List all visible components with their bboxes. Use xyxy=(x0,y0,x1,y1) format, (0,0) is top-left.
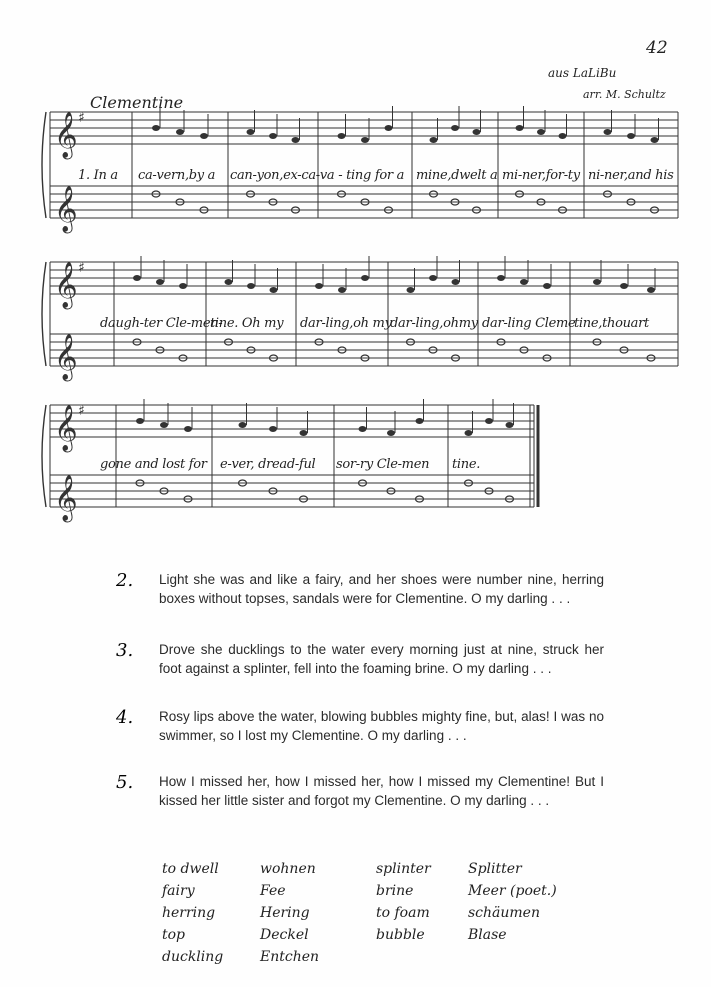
vocab-term: bubble xyxy=(376,927,425,943)
verse-3 xyxy=(116,640,616,700)
notehead xyxy=(430,137,438,143)
sharp-icon: ♯ xyxy=(78,110,85,126)
treble-clef-icon: 𝄞 xyxy=(54,334,78,380)
notehead xyxy=(543,283,551,289)
lyric-syllable: can-yon,ex-ca-va - ting for a xyxy=(230,168,405,183)
vocab-english-left xyxy=(162,858,223,968)
verse-number: 4. xyxy=(116,707,134,728)
notehead xyxy=(184,426,192,432)
notehead xyxy=(604,129,612,135)
sharp-icon: ♯ xyxy=(78,260,85,276)
notehead xyxy=(315,283,323,289)
brace-icon xyxy=(42,262,46,366)
vocab-term: to dwell xyxy=(162,861,219,877)
verse-number: 3. xyxy=(116,640,134,661)
notehead xyxy=(593,279,601,285)
verse-text: Drove she ducklings to the water every morning just at nine, struck her foot against a splinter, fell into the foaming brine. O my darling . . . xyxy=(159,642,604,676)
lyric-syllable: daugh-ter Cle-men- xyxy=(100,316,223,331)
notehead xyxy=(359,426,367,432)
notehead xyxy=(387,430,395,436)
lyric-syllable: 1. In a xyxy=(78,168,118,183)
vocabulary-list xyxy=(162,858,582,978)
sharp-icon: ♯ xyxy=(78,403,85,419)
notehead xyxy=(269,133,277,139)
brace-icon xyxy=(42,405,46,507)
notehead xyxy=(200,133,208,139)
notehead xyxy=(361,137,369,143)
notehead xyxy=(627,133,635,139)
notehead xyxy=(292,137,300,143)
verse-4 xyxy=(116,707,616,767)
notehead xyxy=(270,287,278,293)
treble-clef-icon: 𝄞 xyxy=(54,112,78,158)
notehead xyxy=(247,129,255,135)
notehead xyxy=(516,125,524,131)
verse-number: 5. xyxy=(116,772,134,793)
vocab-term: brine xyxy=(376,883,414,899)
notehead xyxy=(247,283,255,289)
lyric-syllable: ni-ner,and his xyxy=(588,168,674,183)
vocab-translation: Hering xyxy=(260,905,310,921)
notehead xyxy=(651,137,659,143)
lyric-syllable: dar-ling,oh my xyxy=(300,316,392,331)
notehead xyxy=(269,426,277,432)
notehead xyxy=(152,125,160,131)
notehead xyxy=(176,129,184,135)
vocab-term: fairy xyxy=(162,883,195,899)
vocab-translation: Deckel xyxy=(260,927,309,943)
notehead xyxy=(407,287,415,293)
notehead xyxy=(156,279,164,285)
notehead xyxy=(647,287,655,293)
notehead xyxy=(473,129,481,135)
lyric-syllable: gone and lost for xyxy=(100,457,207,472)
lyric-syllable: tine,thouart xyxy=(574,316,649,331)
notehead xyxy=(497,275,505,281)
notehead xyxy=(225,279,233,285)
verse-text: How I missed her, how I missed her, how I missed my Clementine! But I kissed her little sister and forgot my Clementine. O my darling . . . xyxy=(159,774,604,808)
notehead xyxy=(452,279,460,285)
lyric-syllable: dar-ling,ohmy xyxy=(390,316,478,331)
arranger-credit: arr. M. Schultz xyxy=(583,88,666,101)
page-number: 42 xyxy=(646,38,668,58)
vocab-translation: wohnen xyxy=(260,861,316,877)
vocab-translation: schäumen xyxy=(468,905,540,921)
vocab-term: top xyxy=(162,927,186,943)
vocab-translation: Blase xyxy=(468,927,507,943)
treble-clef-icon: 𝄞 xyxy=(54,186,78,232)
vocab-translation: Entchen xyxy=(260,949,320,965)
lyric-syllable: ca-vern,by a xyxy=(138,168,216,183)
lyric-syllable: tine. xyxy=(452,457,481,472)
lyric-syllable: dar-ling Cleme xyxy=(482,316,576,331)
notehead xyxy=(133,275,141,281)
verse-5 xyxy=(116,772,616,832)
notehead xyxy=(385,125,393,131)
notehead xyxy=(239,422,247,428)
notehead xyxy=(520,279,528,285)
notehead xyxy=(485,418,493,424)
notehead xyxy=(506,422,514,428)
notehead xyxy=(179,283,187,289)
notehead xyxy=(620,283,628,289)
lyric-syllable: tine. Oh my xyxy=(210,316,284,331)
notehead xyxy=(559,133,567,139)
source-credit: aus LaLiBu xyxy=(548,66,617,80)
vocab-translation: Meer (poet.) xyxy=(468,883,557,899)
verse-number: 2. xyxy=(116,570,134,591)
song-title: Clementine xyxy=(90,93,184,112)
vocab-translation: Splitter xyxy=(468,861,522,877)
notehead xyxy=(537,129,545,135)
notehead xyxy=(300,430,308,436)
verse-text: Light she was and like a fairy, and her shoes were number nine, herring boxes without topses, sandals were for Clementine. O my darling . . . xyxy=(159,572,604,606)
vocab-german-right xyxy=(468,858,557,946)
notehead xyxy=(338,287,346,293)
notehead xyxy=(465,430,473,436)
notehead xyxy=(451,125,459,131)
treble-clef-icon: 𝄞 xyxy=(54,405,78,451)
verse-text: Rosy lips above the water, blowing bubbles mighty fine, but, alas! I was no swimmer, so I lost my Clementine. O my darling . . . xyxy=(159,709,604,743)
lyric-syllable: mine,dwelt a xyxy=(416,168,498,183)
lyric-syllable: sor-ry Cle-men xyxy=(336,457,430,472)
notehead xyxy=(160,422,168,428)
notehead xyxy=(416,418,424,424)
vocab-english-right xyxy=(376,858,431,946)
vocab-term: herring xyxy=(162,905,216,921)
notehead xyxy=(338,133,346,139)
vocab-term: duckling xyxy=(162,949,224,965)
verse-2 xyxy=(116,570,616,630)
vocab-german-left xyxy=(260,858,319,968)
lyric-syllable: e-ver, dread-ful xyxy=(220,457,316,472)
vocab-term: to foam xyxy=(376,905,430,921)
notehead xyxy=(361,275,369,281)
treble-clef-icon: 𝄞 xyxy=(54,262,78,308)
lyric-syllable: mi-ner,for-ty xyxy=(502,168,580,183)
notehead xyxy=(136,418,144,424)
vocab-translation: Fee xyxy=(260,883,286,899)
vocab-term: splinter xyxy=(376,861,431,877)
brace-icon xyxy=(42,112,46,218)
notehead xyxy=(429,275,437,281)
treble-clef-icon: 𝄞 xyxy=(54,475,78,521)
